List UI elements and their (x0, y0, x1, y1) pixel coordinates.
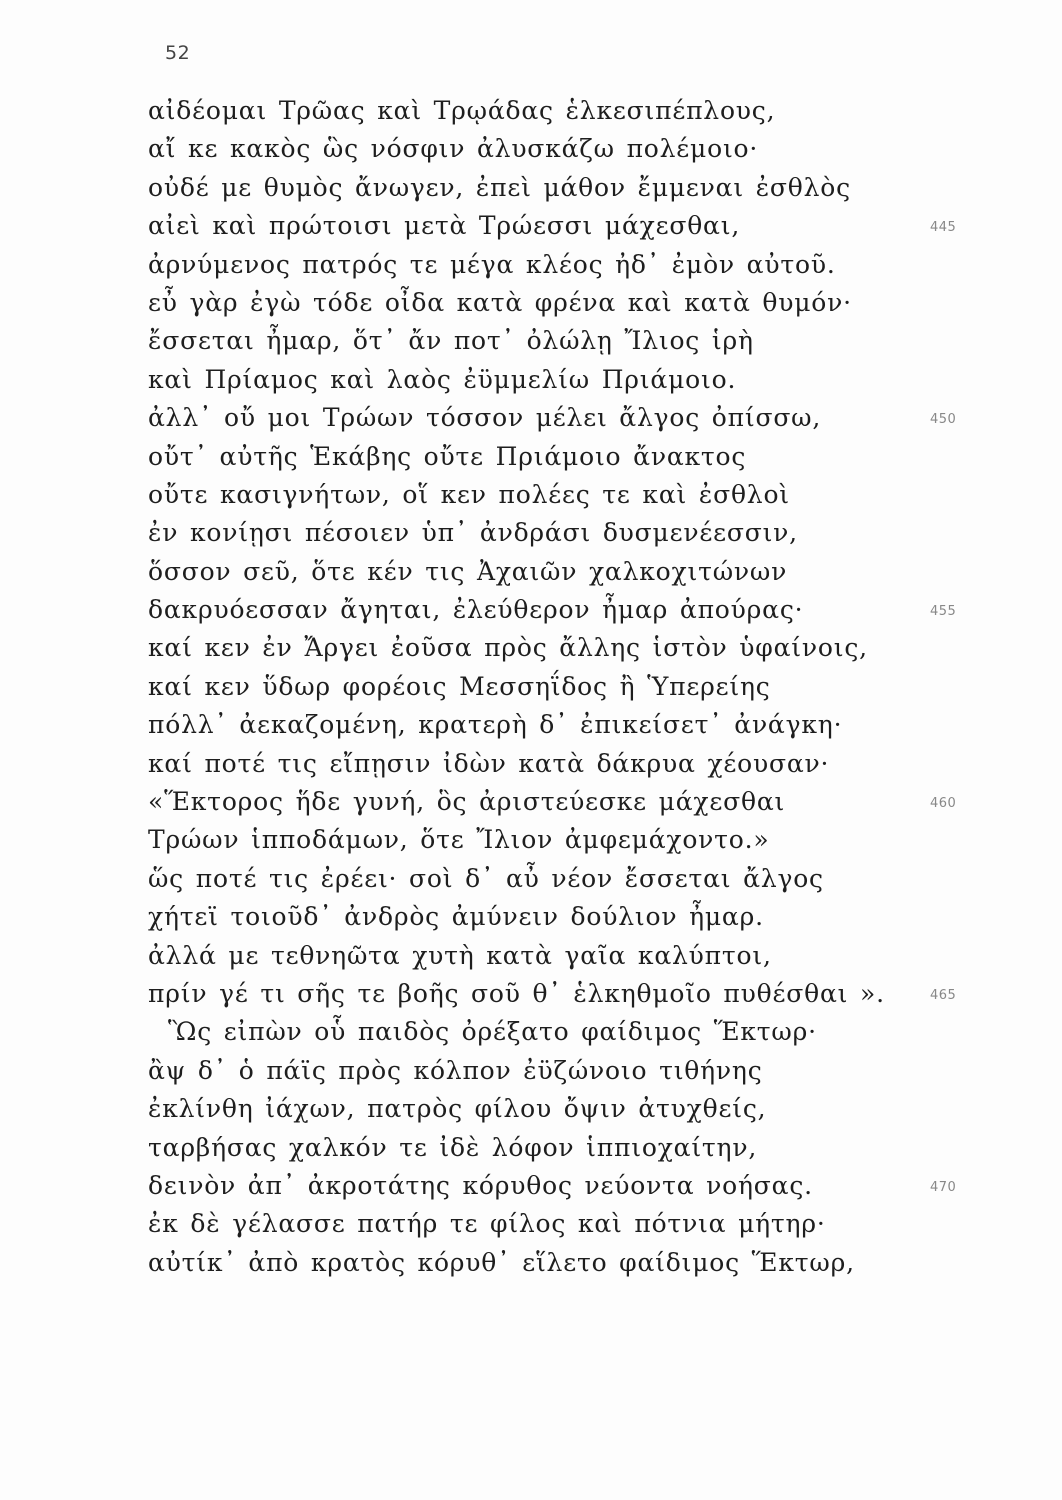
verse-line (148, 860, 908, 898)
verse-line (148, 92, 908, 130)
verse-text: δακρυόεσσαν ἄγηται, ἐλεύθερον ἦμαρ ἀπούρας· (148, 595, 804, 625)
verse-line (148, 399, 957, 437)
verse-line (148, 1244, 908, 1282)
line-number: 460 (930, 796, 957, 812)
verse-text: ἐν κονίῃσι πέσοιεν ὑπ᾽ ἀνδράσι δυσμενέεσσιν, (148, 518, 798, 548)
verse-text: ὥς ποτέ τις ἐρέει· σοὶ δ᾽ αὖ νέον ἔσσεται ἄλγος (148, 863, 824, 893)
verse-line (148, 322, 908, 360)
verse-text: οὔτε κασιγνήτων, οἵ κεν πολέες τε καὶ ἐσθλοὶ (148, 479, 790, 509)
verse-line (148, 1167, 957, 1205)
verse-text: εὖ γὰρ ἐγὼ τόδε οἶδα κατὰ φρένα καὶ κατὰ θυμόν· (148, 287, 852, 317)
verse-text: καί ποτέ τις εἴπῃσιν ἰδὼν κατὰ δάκρυα χέουσαν· (148, 748, 830, 778)
verse-line (148, 706, 908, 744)
verse-text: αἰδέομαι Τρῶας καὶ Τρῳάδας ἑλκεσιπέπλους, (148, 96, 776, 125)
verse-line (148, 937, 908, 975)
verse-text: ἂψ δ᾽ ὁ πάϊς πρὸς κόλπον ἐϋζώνοιο τιθήνης (148, 1055, 763, 1085)
verse-block (148, 92, 957, 1282)
verse-line (148, 1052, 908, 1090)
verse-text: αἰεὶ καὶ πρώτοισι μετὰ Τρώεσσι μάχεσθαι, (148, 211, 741, 241)
verse-text: πόλλ᾽ ἀεκαζομένη, κρατερὴ δ᾽ ἐπικείσετ᾽ ἀνάγκη· (148, 710, 843, 740)
verse-line (148, 169, 908, 207)
verse-text: αὐτίκ᾽ ἀπὸ κρατὸς κόρυθ᾽ εἵλετο φαίδιμος Ἕκτωρ, (148, 1247, 855, 1277)
verse-text: ἀλλ᾽ οὔ μοι Τρώων τόσσον μέλει ἄλγος ὀπίσσω, (148, 403, 822, 433)
verse-line (148, 246, 908, 284)
verse-text: δεινὸν ἀπ᾽ ἀκροτάτης κόρυθος νεύοντα νοήσας. (148, 1170, 813, 1200)
verse-text: ἀλλά με τεθνηῶτα χυτὴ κατὰ γαῖα καλύπτοι, (148, 940, 772, 970)
line-number: 470 (930, 1179, 957, 1195)
verse-line (148, 514, 908, 552)
verse-text: ἐκλίνθη ἰάχων, πατρὸς φίλου ὄψιν ἀτυχθείς, (148, 1094, 767, 1124)
verse-text: Ὣς εἰπὼν οὗ παιδὸς ὀρέξατο φαίδιμος Ἕκτωρ· (168, 1017, 817, 1047)
page-number: 52 (165, 42, 191, 64)
verse-text: πρίν γέ τι σῆς τε βοῆς σοῦ θ᾽ ἑλκηθμοῖο πυθέσθαι ». (148, 978, 885, 1008)
line-number: 455 (930, 604, 957, 620)
line-number: 445 (930, 220, 957, 236)
verse-text: ἔσσεται ἦμαρ, ὅτ᾽ ἄν ποτ᾽ ὀλώλῃ Ἴλιος ἱρὴ (148, 326, 754, 356)
verse-text: «Ἕκτορος ἥδε γυνή, ὃς ἀριστεύεσκε μάχεσθαι (148, 787, 786, 817)
verse-line (148, 783, 957, 821)
verse-text: καὶ Πρίαμος καὶ λαὸς ἐϋμμελίω Πριάμοιο. (148, 364, 737, 394)
verse-text: Τρώων ἱπποδάμων, ὅτε Ἴλιον ἀμφεμάχοντο.» (148, 825, 770, 855)
verse-text: ἀρνύμενος πατρός τε μέγα κλέος ἠδ᾽ ἐμὸν αὐτοῦ. (148, 249, 836, 279)
verse-line (148, 591, 957, 629)
line-number: 450 (930, 412, 957, 428)
verse-line (148, 1090, 908, 1128)
verse-line (148, 975, 957, 1013)
verse-line (148, 1013, 908, 1051)
verse-text: καί κεν ἐν Ἄργει ἐοῦσα πρὸς ἄλλης ἱστὸν ὑφαίνοις, (148, 633, 868, 663)
verse-line (148, 361, 908, 399)
verse-line (148, 130, 908, 168)
verse-line (148, 207, 957, 245)
verse-line (148, 629, 908, 667)
line-number: 465 (930, 987, 957, 1003)
verse-line (148, 745, 908, 783)
verse-text: καί κεν ὕδωρ φορέοις Μεσσηΐδος ἢ Ὑπερείης (148, 671, 771, 701)
verse-line (148, 284, 908, 322)
verse-text: ὅσσον σεῦ, ὅτε κέν τις Ἀχαιῶν χαλκοχιτώνων (148, 556, 788, 586)
verse-text: οὔτ᾽ αὐτῆς Ἑκάβης οὔτε Πριάμοιο ἄνακτος (148, 441, 747, 471)
verse-text: χήτεϊ τοιοῦδ᾽ ἀνδρὸς ἀμύνειν δούλιον ἦμαρ. (148, 902, 764, 932)
verse-text: ταρβήσας χαλκόν τε ἰδὲ λόφον ἱππιοχαίτην, (148, 1132, 758, 1162)
verse-line (148, 1205, 908, 1243)
verse-line (148, 668, 908, 706)
verse-text: ἐκ δὲ γέλασσε πατήρ τε φίλος καὶ πότνια μήτηρ· (148, 1209, 826, 1239)
verse-line (148, 1129, 908, 1167)
verse-text: οὐδέ με θυμὸς ἄνωγεν, ἐπεὶ μάθον ἔμμεναι ἐσθλὸς (148, 172, 851, 202)
verse-line (148, 438, 908, 476)
verse-line (148, 821, 908, 859)
verse-text: αἴ κε κακὸς ὣς νόσφιν ἀλυσκάζω πολέμοιο· (148, 134, 759, 164)
verse-line (148, 476, 908, 514)
verse-line (148, 553, 908, 591)
verse-line (148, 898, 908, 936)
